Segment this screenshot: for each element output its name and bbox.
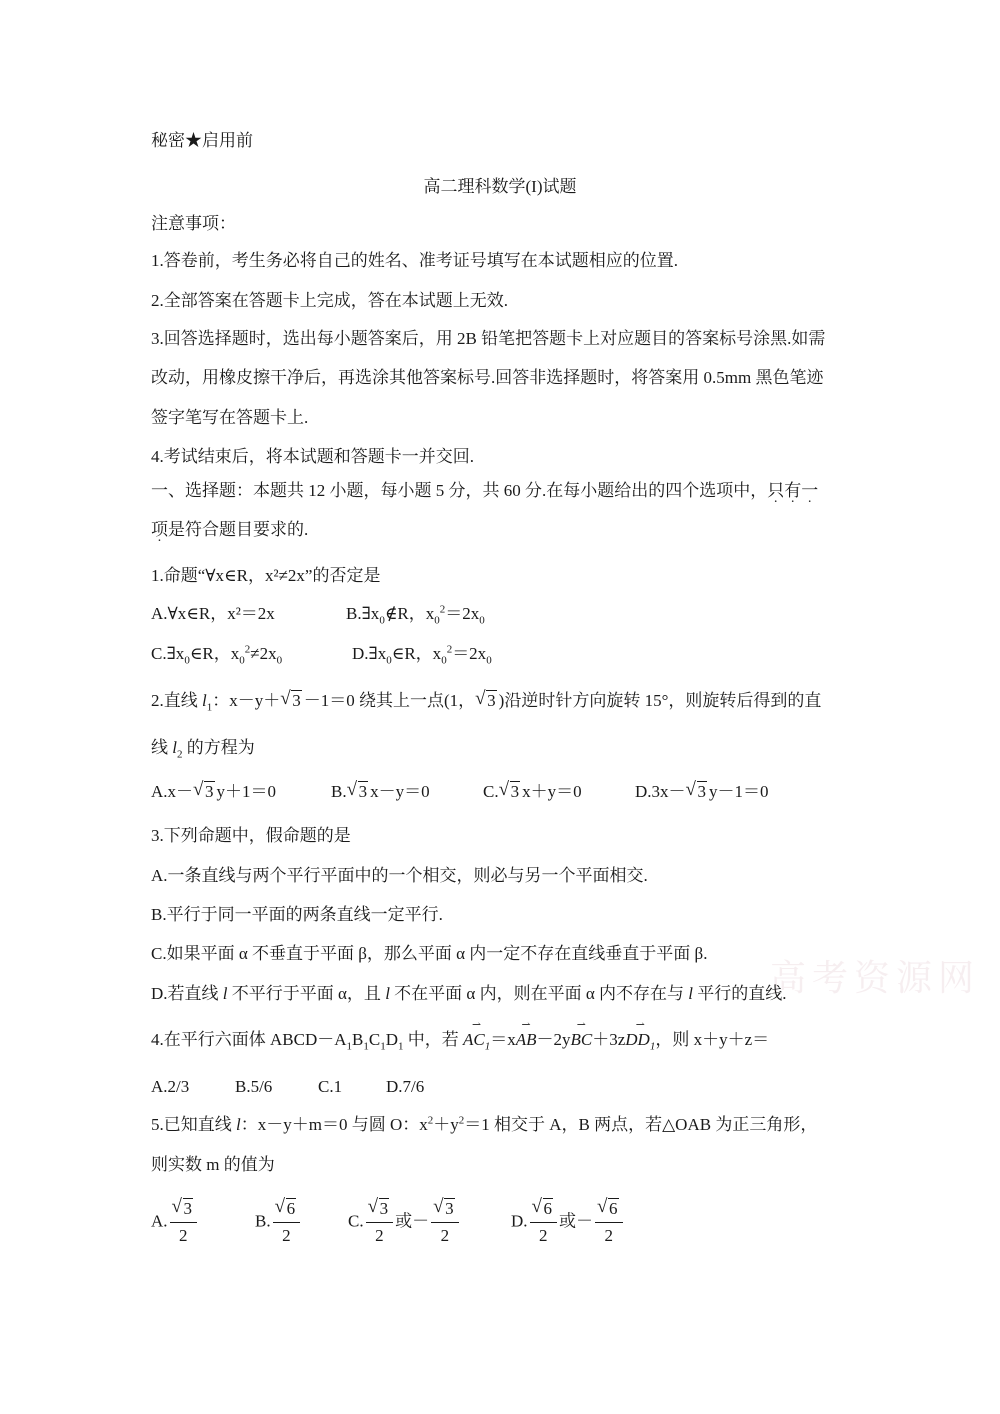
section-intro-2 bbox=[151, 519, 308, 541]
question-5-stem-2: 则实数 m 的值为 bbox=[151, 1155, 275, 1174]
watermark: 高考资源网 bbox=[770, 958, 981, 998]
q1-option-a: A.∀x∈R，x²＝2x bbox=[151, 604, 275, 623]
note-item: 签字笔写在答题卡上. bbox=[151, 408, 309, 427]
q3-option-a: A.一条直线与两个平行平面中的一个相交，则必与另一个平面相交. bbox=[151, 866, 648, 885]
vector-bc: ⇀ BC bbox=[571, 1029, 593, 1051]
q3-option-d: D.若直线 l 不平行于平面 α，且 l 不在平面 α 内，则在平面 α 内不存在与 l 平行的直线. bbox=[151, 984, 787, 1003]
q1-option-b: $B.\exists x_0\notin R$，$x_0^2=2x_0$ bbox=[346, 603, 485, 627]
question-1-stem: 1.命题“∀x∈R，x²≠2x”的否定是 bbox=[151, 566, 381, 585]
section-intro bbox=[151, 480, 818, 502]
q1-option-c: $C.\exists x_0\in R$，$x_0^2\ne 2x_0$ bbox=[151, 643, 283, 667]
q2-option-b: B. √ 3 x－y＝0 bbox=[331, 781, 430, 803]
vector-dd1: ⇀ $DD_1$ bbox=[625, 1029, 655, 1051]
q4-option-a: A.2/3 bbox=[151, 1077, 190, 1096]
q4-option-c: C.1 bbox=[318, 1077, 343, 1096]
confidential-label: 秘密★启用前 bbox=[151, 131, 253, 150]
question-3-stem: 3.下列命题中，假命题的是 bbox=[151, 826, 351, 845]
note-item: 2.全部答案在答题卡上完成，答在本试题上无效. bbox=[151, 291, 508, 310]
q2-option-d: D.3x－ √ 3 y－1＝0 bbox=[635, 781, 769, 803]
notes-heading: 注意事项： bbox=[151, 214, 236, 233]
page-title: 高二理科数学(I)试题 bbox=[423, 177, 577, 196]
note-item: 1.答卷前，考生务必将自己的姓名、准考证号填写在本试题相应的位置. bbox=[151, 251, 678, 270]
emphasis-char: 项 bbox=[151, 520, 168, 539]
q5-option-a: A. √ $\frac{3}{2}$ bbox=[151, 1198, 199, 1247]
q1-option-d: $D.\exists x_0\in R$，$x_0^2=2x_0$ bbox=[352, 643, 492, 667]
note-item: 改动，用橡皮擦干净后，再选涂其他答案标号.回答非选择题时，将答案用 0.5mm 黑色笔迹 bbox=[151, 368, 824, 387]
emphasis-char: 一 bbox=[801, 481, 819, 500]
q5-option-b: B. √ $\frac{6}{2}$ bbox=[255, 1198, 302, 1247]
q2-option-a: A.x－ √ 3 y＋1＝0 bbox=[151, 781, 276, 803]
vector-ab: ⇀ AB bbox=[516, 1029, 537, 1051]
section-intro-text: 一、选择题：本题共 12 小题，每小题 5 分，共 60 分.在每小题给出的四个选项中， bbox=[151, 481, 768, 500]
q4-option-b: B.5/6 bbox=[235, 1077, 273, 1096]
question-4-stem: 4.在平行六面体 $ABCD-A_1B_1C_1D_1$ 中，若 ⇀ $AC_1=x⇀$ AB－2y⇀ BC＋3z⇀ $DD_1$，则 x＋y＋z＝ bbox=[151, 1029, 769, 1051]
q4-option-d: D.7/6 bbox=[386, 1077, 425, 1096]
section-intro-text: 是符合题目要求的. bbox=[168, 520, 309, 539]
emphasis-char: 有 bbox=[784, 481, 802, 500]
vector-ac1: ⇀ $AC_1$ bbox=[463, 1029, 490, 1051]
note-item: 4.考试结束后，将本试题和答题卡一并交回. bbox=[151, 447, 474, 466]
q3-option-b: B.平行于同一平面的两条直线一定平行. bbox=[151, 905, 443, 924]
q3-option-c: C.如果平面 α 不垂直于平面 β，那么平面 α 内一定不存在直线垂直于平面 β. bbox=[151, 944, 708, 963]
question-2-stem: 2.直线 $l_1$：x－y＋ √ 3 －1＝0 绕其上一点(1， √ 3 )沿逆时针方向旋转 15°，则旋转后得到的直 bbox=[151, 690, 821, 712]
question-2-stem-2: 线 $l_2$ 的方程为 bbox=[151, 738, 255, 761]
q2-option-c: C. √ 3 x＋y＝0 bbox=[483, 781, 582, 803]
q5-option-c: C. √ $\frac{3}{2}$ 或－ √ $\frac{3}{2}$ bbox=[348, 1198, 461, 1247]
question-5-stem: 5.已知直线 l：x－y＋m＝0 与圆 O：$x^2+y^2=1$ 相交于 A，B 两点，若△OAB 为正三角形， bbox=[151, 1114, 818, 1134]
q5-option-d: D. √ $\frac{6}{2}$ 或－ √ $\frac{6}{2}$ bbox=[511, 1198, 625, 1247]
note-item: 3.回答选择题时，选出每小题答案后，用 2B 铅笔把答题卡上对应题目的答案标号涂黑.如需 bbox=[151, 329, 826, 348]
emphasis-char: 只 bbox=[767, 481, 785, 500]
